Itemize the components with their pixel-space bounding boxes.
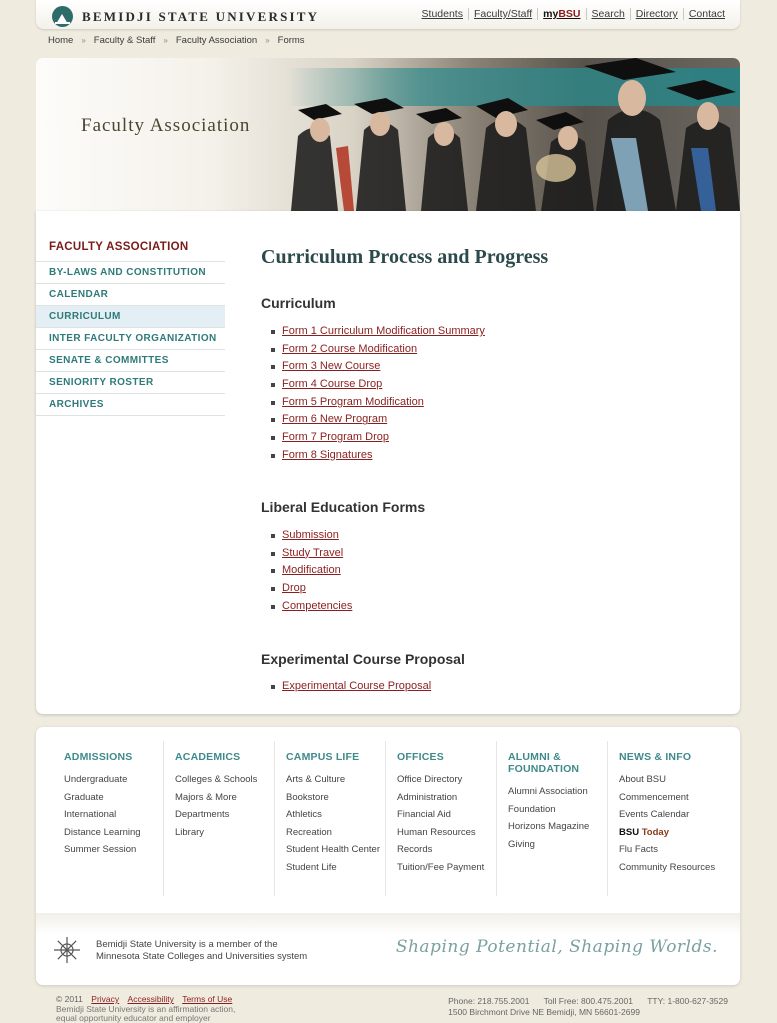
member-line-1: Bemidji State University is a member of the <box>96 939 278 950</box>
footer-link[interactable]: Student Life <box>286 861 337 873</box>
footer-column-academics <box>164 741 275 896</box>
section-heading-liberal-education: Liberal Education Forms <box>261 499 426 515</box>
footer-heading[interactable]: CAMPUS LIFE <box>286 751 360 763</box>
sidebar-heading[interactable]: FACULTY ASSOCIATION <box>36 241 225 262</box>
tty: TTY: 1-800-627-3529 <box>647 996 728 1006</box>
address: 1500 Birchmont Drive NE Bemidji, MN 56601-2699 <box>448 1007 640 1017</box>
sidebar-item-seniority[interactable]: SENIORITY ROSTER <box>36 372 225 394</box>
sidebar-item-calendar[interactable]: CALENDAR <box>36 284 225 306</box>
sidebar <box>36 241 225 416</box>
footer-column-campus-life <box>275 741 386 896</box>
list-item <box>271 323 485 341</box>
footer-link[interactable]: Administration <box>397 791 458 803</box>
footer-link[interactable]: Flu Facts <box>619 844 659 856</box>
footer-heading[interactable]: ACADEMICS <box>175 751 241 763</box>
footer-link[interactable]: Events Calendar <box>619 809 690 821</box>
footer-link[interactable]: Distance Learning <box>64 826 141 838</box>
nav-directory[interactable]: Directory <box>630 8 683 20</box>
footer-link[interactable]: Graduate <box>64 791 104 803</box>
footer-link[interactable]: Horizons Magazine <box>508 821 590 833</box>
footer-link[interactable]: Colleges & Schools <box>175 774 258 785</box>
bottom-legal <box>56 995 235 1023</box>
footer-link[interactable]: International <box>64 809 117 821</box>
page-title: Curriculum Process and Progress <box>261 246 549 268</box>
contact-info <box>448 996 728 1018</box>
footer-link[interactable]: About BSU <box>619 774 666 785</box>
breadcrumb-faculty-association[interactable]: Faculty Association <box>175 35 258 46</box>
footer-heading[interactable]: ALUMNI & FOUNDATION <box>508 751 580 775</box>
nav-faculty-staff[interactable]: Faculty/Staff <box>468 8 537 20</box>
accessibility-link[interactable]: Accessibility <box>127 994 174 1004</box>
footer-heading[interactable]: NEWS & INFO <box>619 751 692 763</box>
mnscu-member-text <box>96 939 307 962</box>
banner <box>36 58 740 211</box>
phone: Phone: 218.755.2001 <box>448 996 530 1006</box>
breadcrumb-faculty-staff[interactable]: Faculty & Staff <box>93 35 156 46</box>
footer-link[interactable]: Majors & More <box>175 791 237 803</box>
breadcrumb-separator-icon: » <box>265 36 270 45</box>
footer-link[interactable]: Financial Aid <box>397 809 451 821</box>
banner-title: Faculty Association <box>81 115 251 136</box>
footer-link[interactable]: Giving <box>508 838 535 850</box>
mybsu-prefix: my <box>543 8 559 20</box>
legal-line-2: equal opportunity educator and employer <box>56 1013 211 1023</box>
form-5-link[interactable]: Form 5 Program Modification <box>282 395 424 408</box>
footer-link[interactable]: Student Health Center <box>286 844 381 856</box>
form-6-link[interactable]: Form 6 New Program <box>282 413 388 426</box>
footer-column-offices <box>386 741 497 896</box>
breadcrumb-separator-icon: » <box>81 36 86 45</box>
breadcrumb-home[interactable]: Home <box>48 35 74 46</box>
tree-logo-icon <box>52 6 73 27</box>
nav-students[interactable]: Students <box>421 8 463 20</box>
study-travel-link[interactable]: Study Travel <box>282 546 344 559</box>
nav-mybsu[interactable] <box>537 8 585 20</box>
experimental-course-proposal-link[interactable]: Experimental Course Proposal <box>282 680 432 692</box>
mnscu-seal-icon[interactable] <box>52 935 82 965</box>
footer-link[interactable]: Human Resources <box>397 826 476 838</box>
section-heading-experimental: Experimental Course Proposal <box>261 651 465 667</box>
footer-link[interactable]: Community Resources <box>619 861 716 873</box>
competencies-link[interactable]: Competencies <box>282 599 353 612</box>
curriculum-links <box>271 323 485 465</box>
terms-link[interactable]: Terms of Use <box>182 994 233 1004</box>
modification-link[interactable]: Modification <box>282 564 341 577</box>
footer-link[interactable]: Alumni Association <box>508 786 588 797</box>
mybsu-suffix: BSU <box>558 8 581 20</box>
footer-column-alumni <box>497 741 608 896</box>
footer-heading[interactable]: ADMISSIONS <box>64 751 133 763</box>
phone-row <box>448 996 728 1007</box>
footer-link[interactable]: Undergraduate <box>64 774 128 785</box>
section-heading-curriculum: Curriculum <box>261 295 336 311</box>
university-logo[interactable] <box>52 6 319 27</box>
breadcrumb-forms[interactable]: Forms <box>277 35 305 46</box>
sidebar-item-bylaws[interactable]: BY-LAWS AND CONSTITUTION <box>36 262 225 284</box>
top-nav <box>417 8 730 20</box>
list-item <box>271 429 485 447</box>
list-item <box>271 678 431 696</box>
list-item <box>271 562 352 580</box>
logo-text: BEMIDJI STATE UNIVERSITY <box>82 8 320 24</box>
footer-link[interactable]: Recreation <box>286 826 332 838</box>
list-item <box>271 376 485 394</box>
sidebar-item-archives[interactable]: ARCHIVES <box>36 394 225 416</box>
footer-link[interactable]: Arts & Culture <box>286 774 346 785</box>
drop-link[interactable]: Drop <box>282 582 306 595</box>
bsu-today-link[interactable]: BSU Today <box>619 826 669 838</box>
copyright: © 2011 <box>56 994 83 1004</box>
form-7-link[interactable]: Form 7 Program Drop <box>282 431 389 444</box>
list-item <box>271 341 485 359</box>
sidebar-item-senate[interactable]: SENATE & COMMITTES <box>36 350 225 372</box>
top-bar <box>36 0 740 29</box>
list-item <box>271 411 485 429</box>
footer-link[interactable]: Records <box>397 844 433 856</box>
tagline: Shaping Potential, Shaping Worlds. <box>395 937 718 957</box>
footer-link[interactable]: Departments <box>175 809 230 821</box>
list-item <box>271 358 485 376</box>
footer-link[interactable]: Summer Session <box>64 844 137 856</box>
submission-link[interactable]: Submission <box>282 529 339 541</box>
footer-link[interactable]: Office Directory <box>397 774 463 785</box>
form-1-link[interactable]: Form 1 Curriculum Modification Summary <box>282 325 485 337</box>
footer-link[interactable]: Bookstore <box>286 791 329 803</box>
footer-columns <box>53 741 719 896</box>
liberal-education-links <box>271 527 352 615</box>
experimental-links <box>271 678 431 696</box>
footer-heading[interactable]: OFFICES <box>397 751 444 763</box>
list-item <box>271 394 485 412</box>
legal-line-1: Bemidji State University is an affirmation action, <box>56 1003 236 1014</box>
list-item <box>271 580 352 598</box>
form-8-link[interactable]: Form 8 Signatures <box>282 448 373 461</box>
footer-link[interactable]: Commencement <box>619 791 689 803</box>
member-line-2: Minnesota State Colleges and Universities system <box>96 950 308 962</box>
content-panel <box>36 211 740 714</box>
privacy-link[interactable]: Privacy <box>91 994 120 1004</box>
footer-link[interactable]: Tuition/Fee Payment <box>397 861 485 873</box>
toll-free: Toll Free: 800.475.2001 <box>543 996 633 1006</box>
breadcrumb <box>48 35 305 46</box>
sidebar-item-inter-faculty[interactable]: INTER FACULTY ORGANIZATION <box>36 328 225 350</box>
list-item <box>271 527 352 545</box>
list-item <box>271 447 485 465</box>
footer-link[interactable]: Athletics <box>286 809 322 821</box>
footer-column-news <box>608 741 719 896</box>
list-item <box>271 598 352 616</box>
form-3-link[interactable]: Form 3 New Course <box>282 360 381 373</box>
form-2-link[interactable]: Form 2 Course Modification <box>282 342 418 355</box>
footer-panel <box>36 727 740 985</box>
footer-column-admissions <box>53 741 164 896</box>
sidebar-item-curriculum[interactable]: CURRICULUM <box>36 306 225 328</box>
footer-link[interactable]: Foundation <box>508 803 556 815</box>
nav-contact[interactable]: Contact <box>683 8 730 20</box>
breadcrumb-separator-icon: » <box>163 36 168 45</box>
nav-search[interactable]: Search <box>586 8 630 20</box>
footer-link[interactable]: Library <box>175 826 205 838</box>
list-item <box>271 545 352 563</box>
form-4-link[interactable]: Form 4 Course Drop <box>282 378 383 391</box>
